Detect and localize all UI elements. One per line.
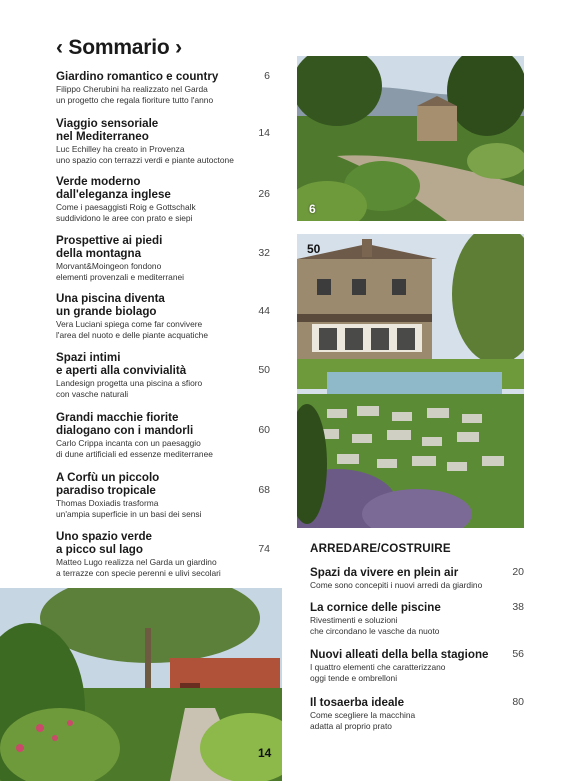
toc-entry-1[interactable]	[56, 70, 270, 106]
toc-entry-6[interactable]	[56, 351, 270, 400]
entry-desc: Thomas Doxiadis trasforma un'ampia superficie in un basi dei sensi	[56, 498, 202, 519]
entry-page: 38	[512, 601, 524, 613]
entry-desc: Carlo Crippa incanta con un paesaggio di dune artificiali ed essenze mediterranee	[56, 438, 213, 459]
entry-desc: Luc Echilley ha creato in Provenza uno spazio con terrazzi verdi e piante autoctone	[56, 144, 234, 165]
entry-page: 6	[264, 70, 270, 82]
entry-desc: Come sono concepiti i nuovi arredi da giardino	[310, 580, 483, 590]
photo-mediterranean-garden[interactable]	[0, 588, 282, 781]
section-entry-3[interactable]	[310, 648, 524, 684]
entry-title: Uno spazio verde a picco sul lago	[56, 530, 152, 556]
page-title: ‹ Sommario ›	[56, 36, 182, 59]
entry-title: La cornice delle piscine	[310, 601, 441, 614]
entry-page: 74	[258, 543, 270, 555]
toc-entry-8[interactable]	[56, 471, 270, 520]
photo-country-garden[interactable]	[297, 56, 524, 221]
entry-page: 80	[512, 696, 524, 708]
toc-entry-9[interactable]	[56, 530, 270, 579]
entry-desc: Landesign progetta una piscina a sfioro con vasche naturali	[56, 378, 203, 399]
photo-page-number: 14	[258, 746, 272, 760]
entry-title: Spazi da vivere en plein air	[310, 566, 459, 579]
toc-entry-7[interactable]	[56, 411, 270, 460]
entry-page: 26	[258, 188, 270, 200]
photo-page-number: 50	[307, 242, 321, 256]
entry-desc: Rivestimenti e soluzioni che circondano le vasche da nuoto	[310, 615, 440, 636]
entry-page: 50	[258, 364, 270, 376]
entry-page: 56	[512, 648, 524, 660]
toc-entry-5[interactable]	[56, 292, 270, 341]
entry-title: Giardino romantico e country	[56, 70, 219, 83]
entry-title: Spazi intimi e aperti alla convivialità	[56, 351, 187, 377]
entry-desc: Matteo Lugo realizza nel Garda un giardino a terrazze con specie perenni e ulivi secolari	[56, 557, 221, 578]
entry-title: Nuovi alleati della bella stagione	[310, 648, 489, 661]
entry-page: 68	[258, 484, 270, 496]
entry-desc: Vera Luciani spiega come far convivere l'area del nuoto e delle piante acquatiche	[56, 319, 208, 340]
entry-title: Una piscina diventa un grande biolago	[56, 292, 165, 318]
entry-title: Verde moderno dall'eleganza inglese	[56, 175, 171, 201]
section-entry-4[interactable]	[310, 696, 524, 732]
section-heading: ARREDARE/COSTRUIRE	[310, 542, 451, 555]
section-entry-1[interactable]	[310, 566, 524, 591]
entry-title: Prospettive ai piedi della montagna	[56, 234, 163, 260]
toc-entry-4[interactable]	[56, 234, 270, 283]
entry-page: 20	[512, 566, 524, 578]
entry-page: 32	[258, 247, 270, 259]
entry-page: 44	[258, 305, 270, 317]
photo-house-pool[interactable]	[297, 234, 524, 528]
photo-page-number: 6	[309, 202, 316, 216]
toc-entry-3[interactable]	[56, 175, 270, 224]
entry-desc: Filippo Cherubini ha realizzato nel Garda un progetto che regala fioriture tutto l'anno	[56, 84, 214, 105]
entry-title: Il tosaerba ideale	[310, 696, 405, 709]
entry-title: A Corfù un piccolo paradiso tropicale	[56, 471, 160, 497]
entry-desc: I quattro elementi che caratterizzano oggi tende e ombrelloni	[310, 662, 446, 683]
entry-title: Grandi macchie fiorite dialogano con i mandorli	[56, 411, 194, 437]
toc-entry-2[interactable]	[56, 117, 270, 166]
section-entry-2[interactable]	[310, 601, 524, 637]
entry-desc: Morvant&Moingeon fondono elementi provenzali e mediterranei	[56, 261, 185, 282]
entry-page: 14	[258, 127, 270, 139]
entry-page: 60	[258, 424, 270, 436]
entry-desc: Come i paesaggisti Roig e Gottschalk suddividono le aree con prato e siepi	[56, 202, 196, 223]
entry-title: Viaggio sensoriale nel Mediterraneo	[56, 117, 159, 143]
entry-desc: Come scegliere la macchina adatta al proprio prato	[310, 710, 416, 731]
